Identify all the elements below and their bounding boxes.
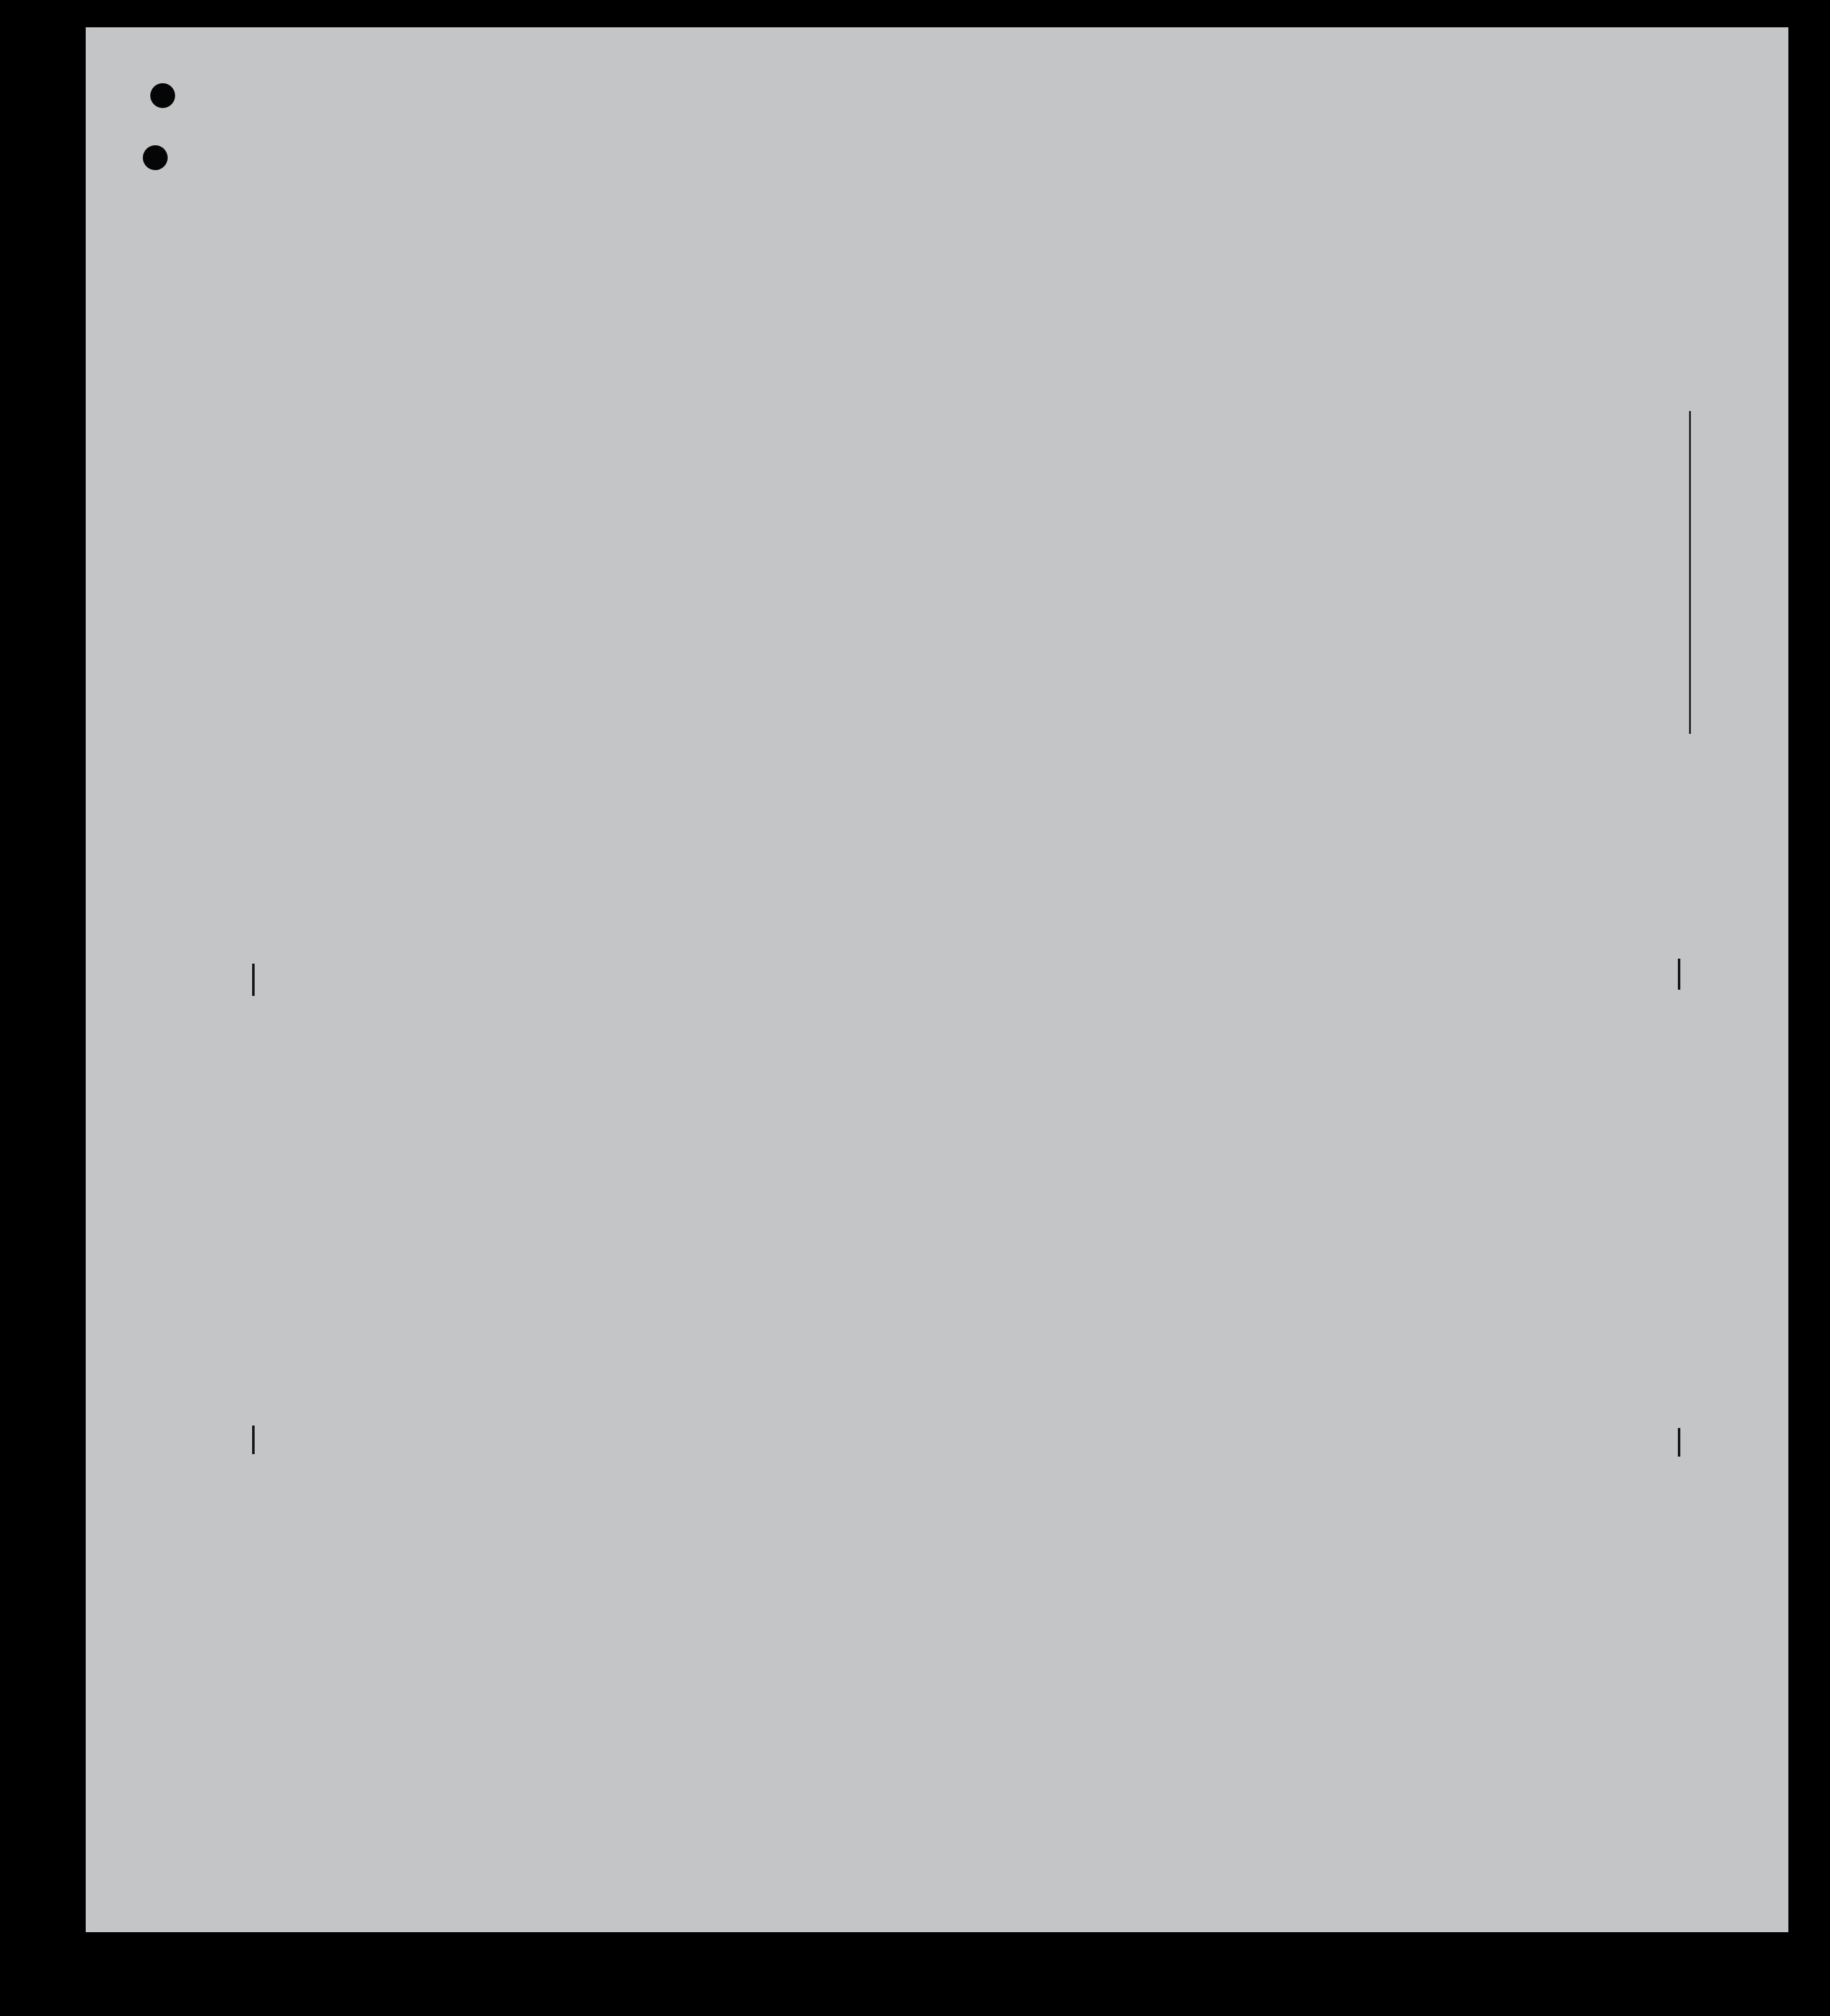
stamp-dash (252, 1426, 255, 1454)
stamp-dash (1678, 1428, 1680, 1457)
stamp-dash (1678, 959, 1680, 990)
action-bracket-line (1689, 411, 1691, 734)
stamp-dash (252, 964, 255, 996)
manifest-grid (86, 27, 1788, 1932)
manifest-sheet (86, 27, 1788, 1932)
